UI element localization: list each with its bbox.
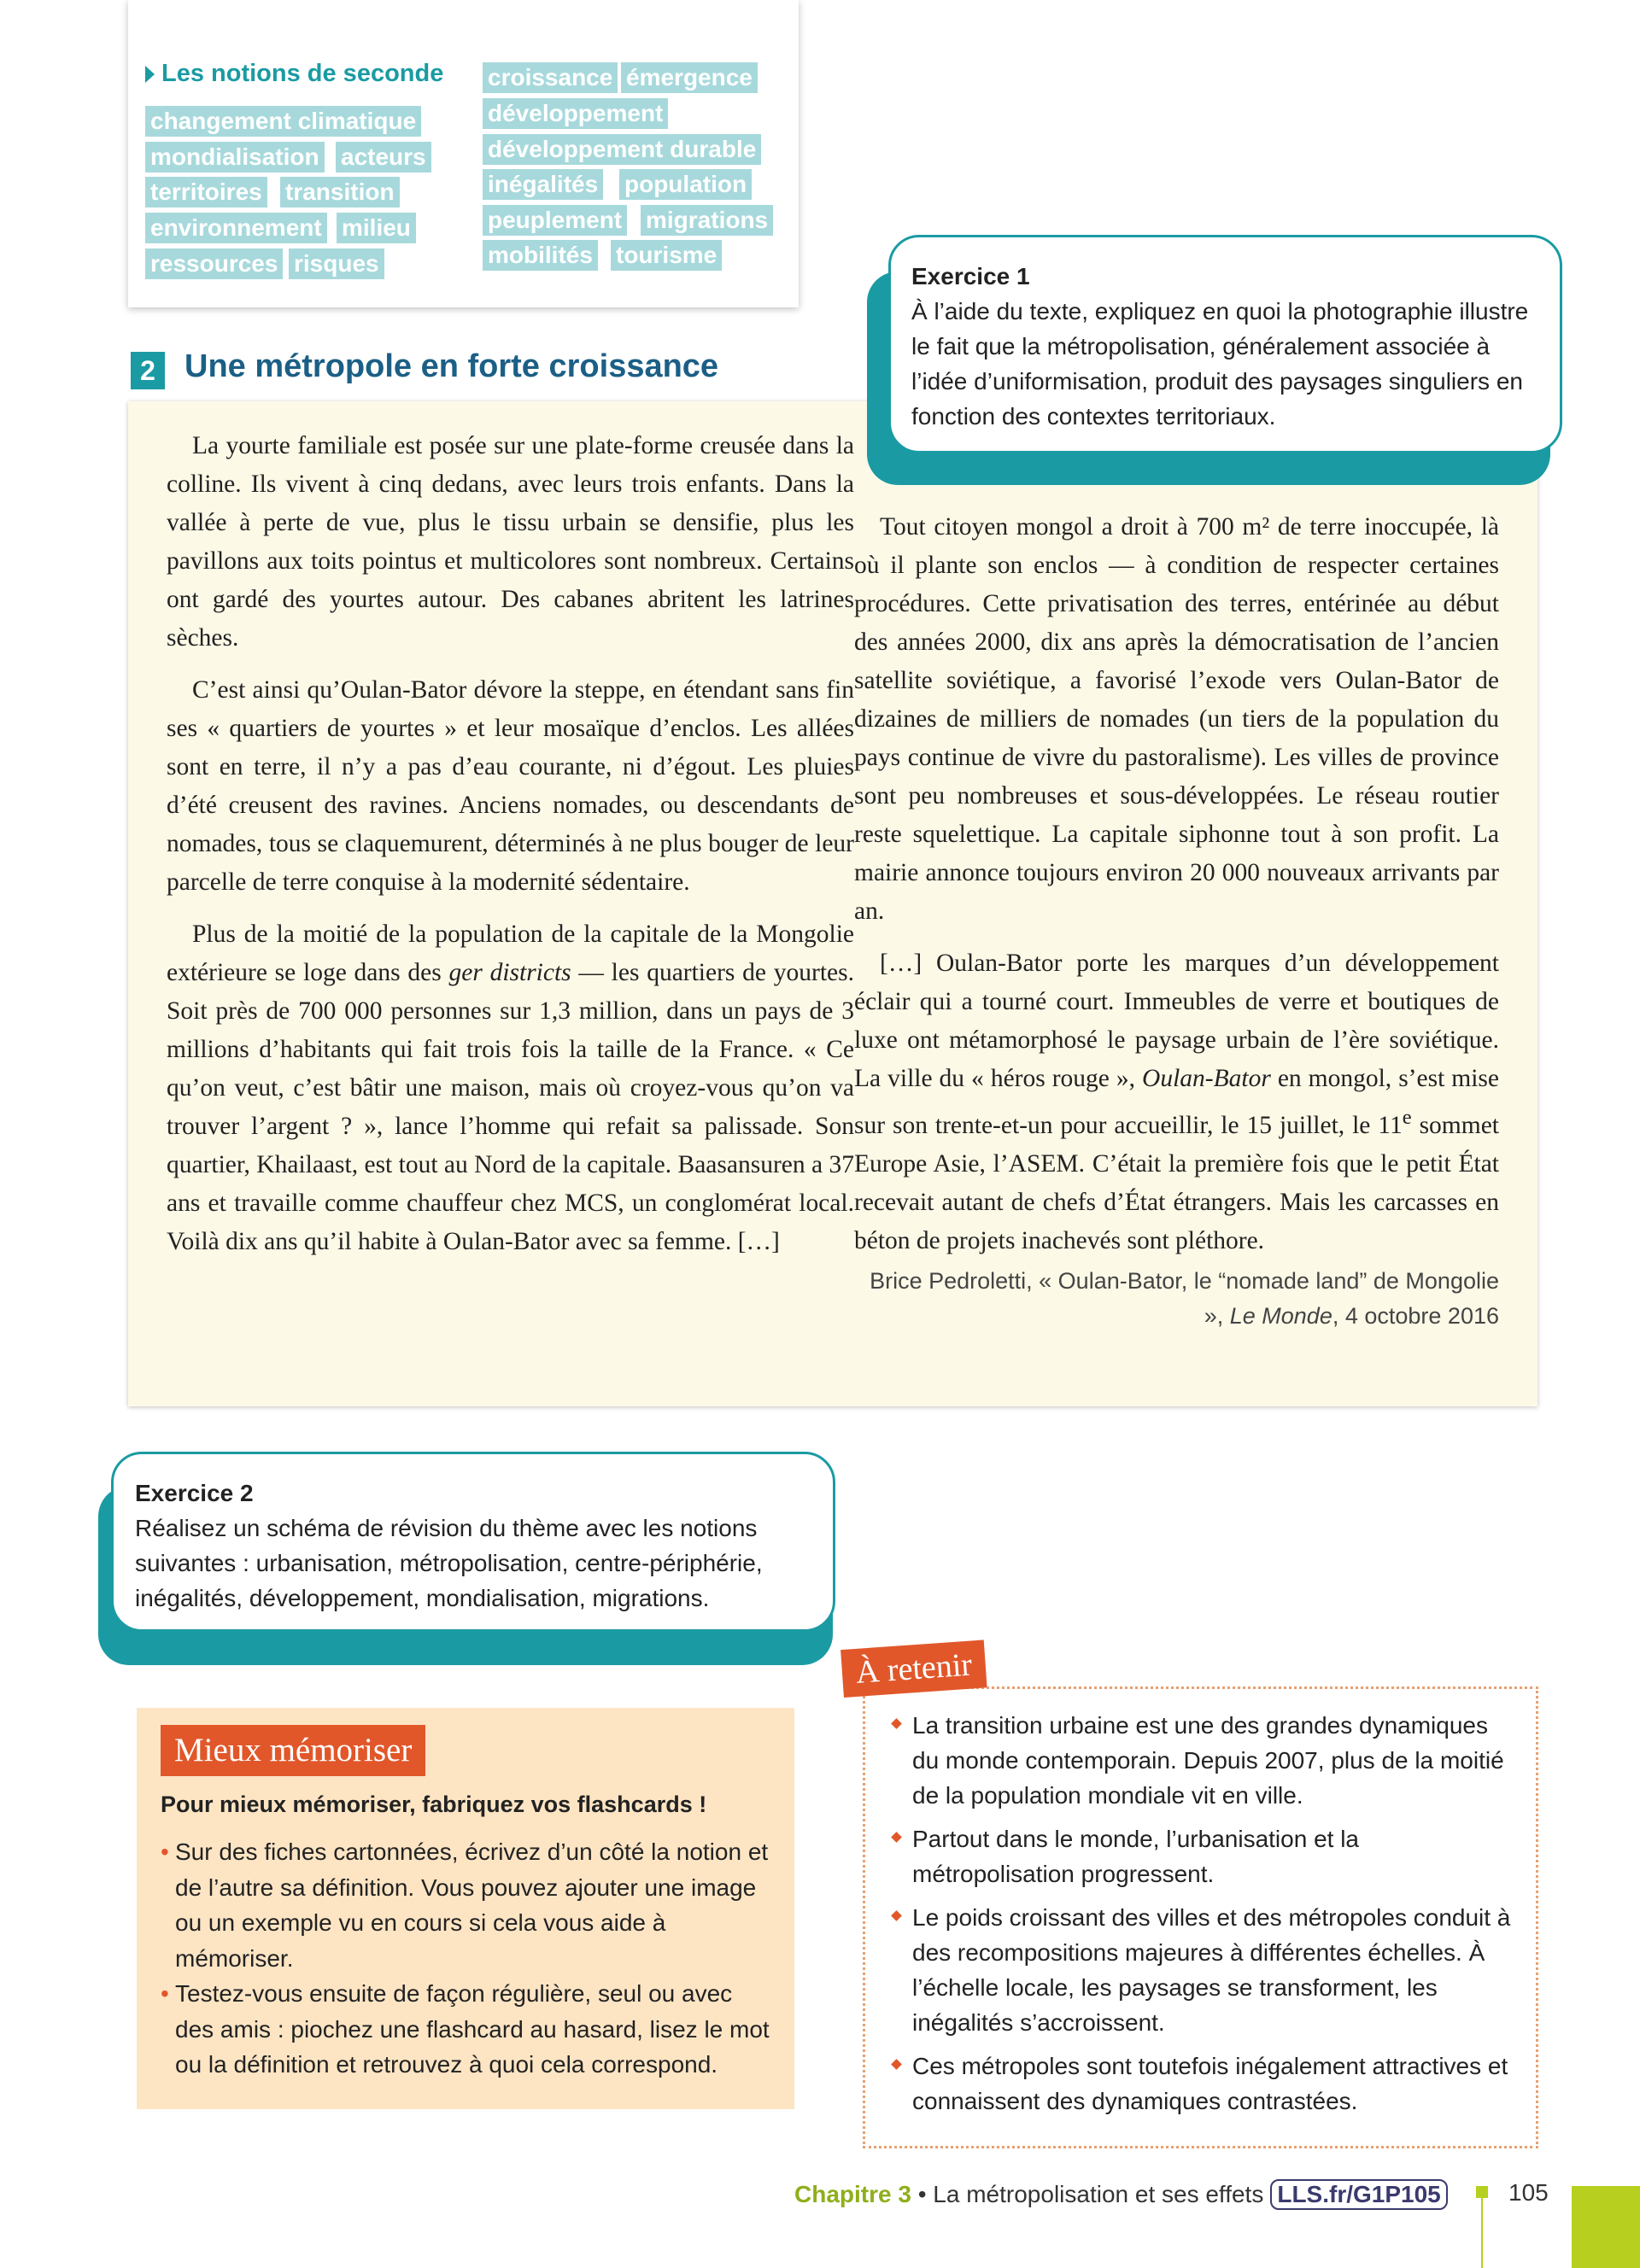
notion-tag: territoires [145, 177, 267, 208]
retenir-item [893, 1708, 1516, 1813]
caret-right-icon [145, 66, 155, 83]
retenir-item-text: La transition urbaine est une des grandes dynamiques du monde contemporain. Depuis 2007, plus de la moitié de la population mondiale vit en ville. [912, 1712, 1504, 1809]
paragraph [167, 915, 854, 1261]
footer-line [1481, 2198, 1483, 2268]
section-number: 2 [131, 352, 165, 389]
paragraph-text: — les quartiers de yourtes. Soit près de 700 000 personnes sur 1,3 million, dans un pays de 3 millions d’habitants qui fait trois fois la taille de la France. « Ce qu’on veut, c’est bâtir une maison, mais où croyez-vous qu’on va trouver l’argent ? », lance l’homme qui refait sa palissade. Son quartier, Khailaast, est tout au Nord de la capitale. Baasansuren a 37 ans et travaille comme chauffeur chez MCS, un conglomérat local. Voilà dix ans qu’il habite à Oulan-Bator avec sa femme. […] [167, 959, 854, 1255]
paragraph-emphasis: Oulan-Bator [1142, 1065, 1271, 1092]
notion-tag: transition [280, 177, 400, 208]
notion-tag: ressources [145, 248, 283, 279]
exercise1-title: Exercice 1 [911, 263, 1030, 289]
notion-tag: population [619, 169, 752, 200]
bullet-diamond-icon [891, 1910, 902, 1921]
memo-item: • Testez-vous ensuite de façon régulière, seul ou avec des amis : piochez une flashcard au hasard, lisez le mot ou la définition et retrouvez à quoi cela correspond. [161, 1976, 776, 2083]
retenir-item [893, 1900, 1516, 2040]
notion-tag: changement climatique [145, 106, 421, 137]
notion-tag: tourisme [611, 240, 722, 271]
paragraph-emphasis: ger districts [448, 959, 571, 986]
bullet-diamond-icon [891, 1832, 902, 1843]
notion-tag: acteurs [336, 142, 431, 172]
paragraph: La yourte familiale est posée sur une plate-forme creusée dans la colline. Ils vivent à cinq dedans, avec leurs trois enfants. Dans la vallée à perte de vue, plus le tissu urbain se densifie, plus les pavillons aux toits pointus et multicolores sont nombreux. Certains ont gardé des yourtes autour. Des cabanes abritent les latrines sèches. [167, 432, 854, 652]
exercise1-card [888, 235, 1562, 453]
notions-title-label: Les notions de seconde [161, 60, 444, 87]
notion-tag: peuplement [483, 205, 627, 236]
text-column-right [854, 508, 1499, 1274]
notions-box [128, 0, 799, 307]
footer-marker [1476, 2186, 1488, 2198]
footer-chapter: Chapitre 3 [794, 2181, 911, 2207]
text-column-left [167, 427, 854, 1275]
exercise1-body: À l’aide du texte, expliquez en quoi la photographie illustre le fait que la métropolisation, généralement associée à l’idée d’uniformisation, produit des paysages singuliers en fonction des contextes territoriaux. [911, 298, 1529, 430]
paragraph-text: Plus de la moitié de la population de la capitale de la Mongolie extérieure se loge dans des [167, 921, 854, 986]
notion-tag: migrations [641, 205, 773, 236]
bullet-diamond-icon [891, 2059, 902, 2070]
notion-tag: inégalités [483, 169, 603, 200]
retenir-badge: À retenir [840, 1640, 987, 1698]
paragraph: C’est ainsi qu’Oulan-Bator dévore la steppe, en étendant sans fin ses « quartiers de yourtes » et leur mosaïque d’enclos. Les allées sont en terre, il n’y a pas d’eau courante, ni d’égout. Les pluies d’été creusent des ravines. Anciens nomades, ou descendants de nomades, tous se claquemurent, déterminés à ne plus bouger de leur parcelle de terre conquise à la modernité sédentaire. [167, 676, 854, 896]
notion-tag: mondialisation [145, 142, 325, 172]
paragraph-text: en mongol, s’est mise sur son trente-et-un pour accueillir, le 15 juillet, le 11 [854, 1065, 1499, 1139]
memo-list [161, 1834, 776, 2083]
notion-tag: mobilités [483, 240, 598, 271]
notion-tag: croissance [483, 62, 618, 93]
source-text: , 4 octobre 2016 [1332, 1303, 1499, 1329]
notion-tag: milieu [337, 213, 416, 243]
paragraph-text: sommet Europe Asie, l’ASEM. C’était la première fois que le petit État recevait autant de chefs d’État étrangers. Mais les carcasses en béton de projets inachevés sont pléthore. [854, 1111, 1499, 1254]
source-citation [854, 1264, 1499, 1334]
exercise2-body: Réalisez un schéma de révision du thème avec les notions suivantes : urbanisation, métropolisation, centre-périphérie, inégalités, développement, mondialisation, migrations. [135, 1515, 763, 1611]
footer [794, 2179, 1448, 2210]
exercise2-title: Exercice 2 [135, 1480, 254, 1506]
notion-tag: développement [483, 98, 668, 129]
superscript: e [1402, 1106, 1412, 1129]
exercise2-card [111, 1452, 835, 1632]
bullet-diamond-icon [891, 1718, 902, 1729]
retenir-item-text: Ces métropoles sont toutefois inégalement attractives et connaissent des dynamiques contrastées. [912, 2053, 1508, 2114]
notion-tag: risques [289, 248, 384, 279]
source-emphasis: Le Monde [1229, 1303, 1332, 1329]
page-corner-tab [1572, 2186, 1640, 2268]
paragraph: Tout citoyen mongol a droit à 700 m² de terre inoccupée, là où il plante son enclos — à condition de respecter certaines procédures. Cette privatisation des terres, entérinée au début des années 2000, dix ans après la démocratisation de l’ancien satellite soviétique, a favorisé l’exode vers Oulan-Bator de dizaines de milliers de nomades (un tiers de la population du pays continue de vivre du pastoralisme). Les villes de province sont peu nombreuses et sous-développées. Le réseau routier reste squelettique. La capitale siphonne tout à son profit. La mairie annonce toujours environ 20 000 nouveaux arrivants par an. [854, 513, 1499, 925]
section-title: Une métropole en forte croissance [184, 348, 719, 384]
retenir-item-text: Le poids croissant des villes et des métropoles conduit à des recompositions majeures à différentes échelles. À l’échelle locale, les paysages se transforment, les inégalités s’accroissent. [912, 1904, 1511, 2036]
source-text: Brice Pedroletti, « Oulan-Bator, le “nomade land” de Mongolie », [870, 1268, 1499, 1329]
retenir-item [893, 2049, 1516, 2119]
page-number: 105 [1508, 2179, 1549, 2206]
notion-tag: développement durable [483, 134, 761, 165]
retenir-item-text: Partout dans le monde, l’urbanisation et la métropolisation progressent. [912, 1826, 1359, 1887]
memo-badge: Mieux mémoriser [161, 1725, 425, 1776]
notions-title [145, 60, 443, 88]
memo-item: • Sur des fiches cartonnées, écrivez d’un côté la notion et de l’autre sa définition. Vous pouvez ajouter une image ou un exemple vu en cours si cela vous aide à mémoriser. [161, 1834, 776, 1976]
retenir-list [893, 1708, 1516, 2127]
paragraph-text: […] Oulan-Bator porte les marques d’un développement éclair qui a tourné court. Immeubles de verre et boutiques de luxe ont métamorphosé le paysage urbain de l’ère soviétique. La ville du « héros rouge », [854, 950, 1499, 1092]
notion-tag: émergence [621, 62, 758, 93]
footer-link[interactable]: LLS.fr/G1P105 [1270, 2179, 1447, 2210]
memo-intro: Pour mieux mémoriser, fabriquez vos flashcards ! [161, 1792, 707, 1817]
notion-tag: environnement [145, 213, 327, 243]
document-text-box [128, 401, 1538, 1406]
retenir-item [893, 1821, 1516, 1891]
paragraph [854, 944, 1499, 1260]
footer-title: • La métropolisation et ses effets [911, 2181, 1264, 2207]
